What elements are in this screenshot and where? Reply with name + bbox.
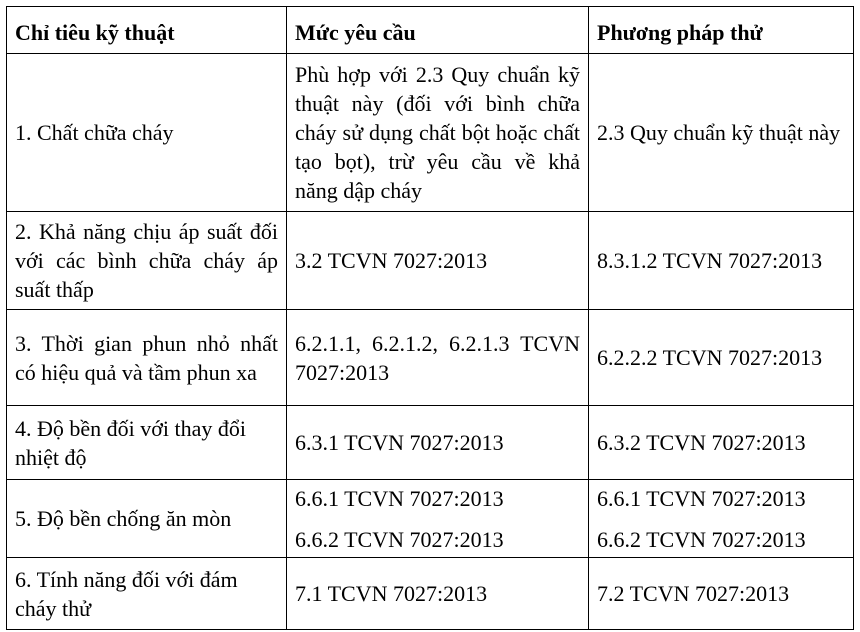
method-line: 6.6.1 TCVN 7027:2013 xyxy=(597,485,806,511)
method-line: 6.6.2 TCVN 7027:2013 xyxy=(597,526,806,552)
requirement-cell xyxy=(287,480,589,558)
method-cell xyxy=(589,480,854,558)
header-method: Phương pháp thử xyxy=(589,7,854,54)
criterion-cell: 1. Chất chữa cháy xyxy=(7,54,287,212)
table-row xyxy=(7,212,854,310)
spec-table xyxy=(6,6,854,630)
table-row xyxy=(7,480,854,558)
header-row xyxy=(7,7,854,54)
table-row xyxy=(7,310,854,406)
spec-table-container xyxy=(6,6,853,626)
requirement-line: 6.6.1 TCVN 7027:2013 xyxy=(295,485,504,511)
criterion-cell: 4. Độ bền đối với thay đổi nhiệt độ xyxy=(7,406,287,480)
table-row xyxy=(7,54,854,212)
table-row xyxy=(7,558,854,630)
requirement-cell: Phù hợp với 2.3 Quy chuẩn kỹ thuật này (đối với bình chữa cháy sử dụng chất bột hoặc chất tạo bọt), trừ yêu cầu về khả năng dập cháy xyxy=(287,54,589,212)
criterion-cell: 3. Thời gian phun nhỏ nhất có hiệu quả và tầm phun xa xyxy=(7,310,287,406)
method-cell: 8.3.1.2 TCVN 7027:2013 xyxy=(589,212,854,310)
requirement-cell: 3.2 TCVN 7027:2013 xyxy=(287,212,589,310)
method-cell: 2.3 Quy chuẩn kỹ thuật này xyxy=(589,54,854,212)
requirement-cell: 6.3.1 TCVN 7027:2013 xyxy=(287,406,589,480)
requirement-cell: 6.2.1.1, 6.2.1.2, 6.2.1.3 TCVN 7027:2013 xyxy=(287,310,589,406)
criterion-cell: 5. Độ bền chống ăn mòn xyxy=(7,480,287,558)
method-cell: 6.3.2 TCVN 7027:2013 xyxy=(589,406,854,480)
criterion-cell: 2. Khả năng chịu áp suất đối với các bình chữa cháy áp suất thấp xyxy=(7,212,287,310)
header-criterion: Chỉ tiêu kỹ thuật xyxy=(7,7,287,54)
requirement-cell: 7.1 TCVN 7027:2013 xyxy=(287,558,589,630)
criterion-cell: 6. Tính năng đối với đám cháy thử xyxy=(7,558,287,630)
requirement-line: 6.6.2 TCVN 7027:2013 xyxy=(295,526,504,552)
method-cell: 7.2 TCVN 7027:2013 xyxy=(589,558,854,630)
header-requirement: Mức yêu cầu xyxy=(287,7,589,54)
table-row xyxy=(7,406,854,480)
method-cell: 6.2.2.2 TCVN 7027:2013 xyxy=(589,310,854,406)
